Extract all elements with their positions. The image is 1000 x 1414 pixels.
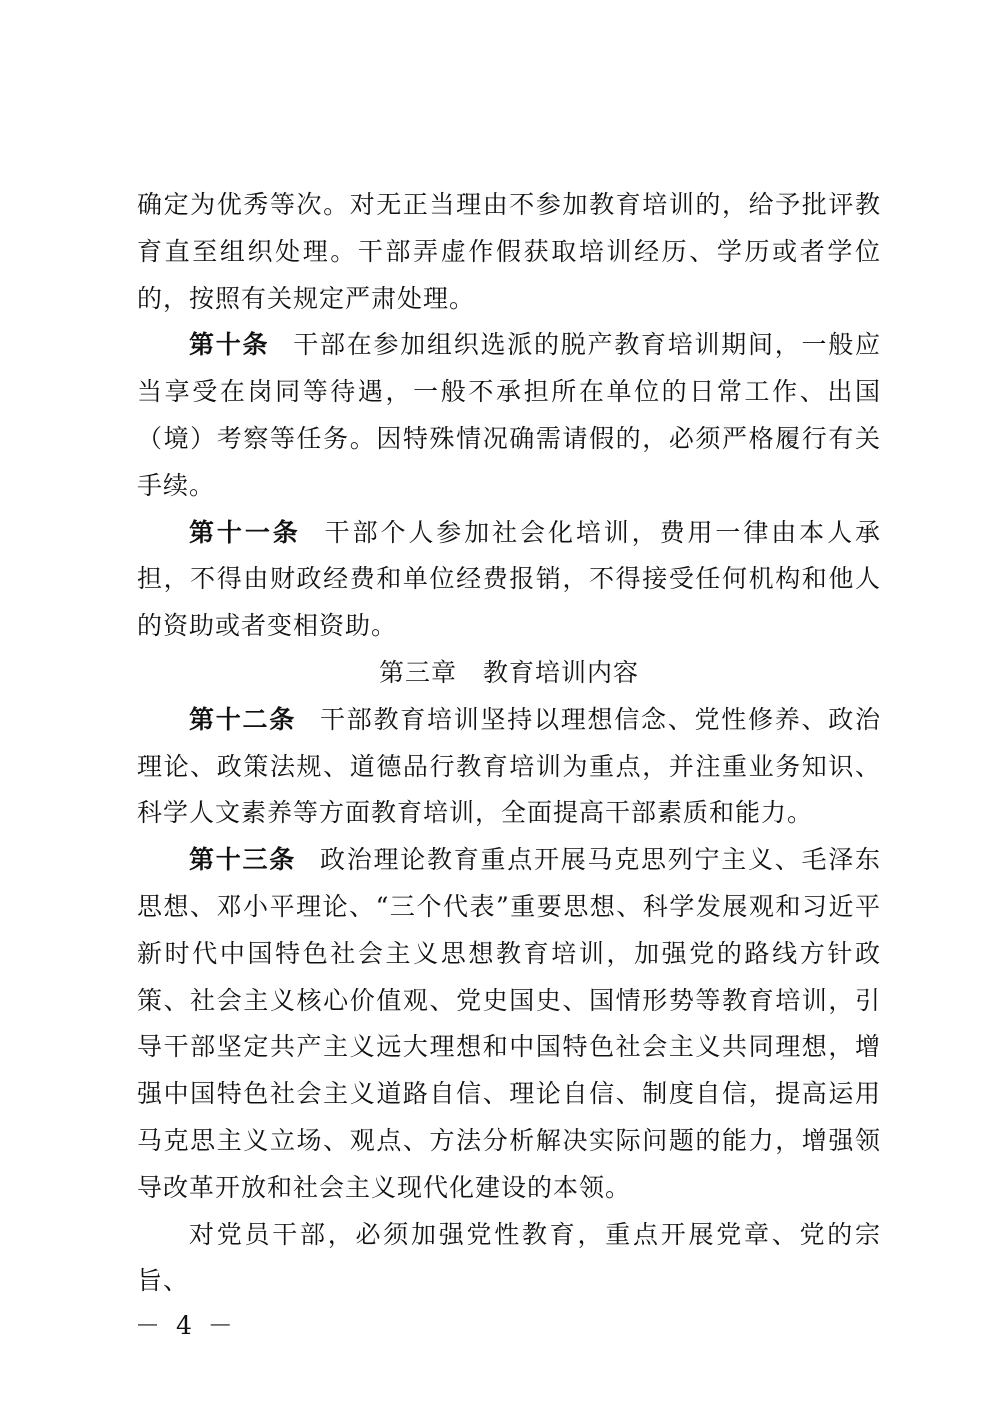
chapter-title: 第三章 教育培训内容 (378, 657, 639, 687)
paragraph-text: 确定为优秀等次。对无正当理由不参加教育培训的，给予批评教育直至组织处理。干部弄虚作假获取培训经历、学历或者学位的，按照有关规定严肃处理。 (137, 190, 881, 313)
paragraph-party-members (137, 1212, 881, 1306)
article-13 (137, 837, 881, 1211)
paragraph-text: 对党员干部，必须加强党性教育，重点开展党章、党的宗旨、 (137, 1219, 881, 1296)
article-label: 第十二条 (189, 704, 296, 734)
paragraph-text: 政治理论教育重点开展马克思列宁主义、毛泽东思想、邓小平理论、“三个代表”重要思想、科学发展观和习近平新时代中国特色社会主义思想教育培训，加强党的路线方针政策、社会主义核心价值观、党史国史、国情形势等教育培训，引导干部坚定共产主义远大理想和中国特色社会主义共同理想，增强中国特色社会主义道路自信、理论自信、制度自信，提高运用马克思主义立场、观点、方法分析解决实际问题的能力，增强领导改革开放和社会主义现代化建设的本领。 (137, 845, 881, 1202)
paragraph-continuation (137, 182, 881, 322)
article-11 (137, 510, 881, 650)
paragraph-text: 干部在参加组织选派的脱产教育培训期间，一般应当享受在岗同等待遇，一般不承担所在单位的日常工作、出国（境）考察等任务。因特殊情况确需请假的，必须严格履行有关手续。 (137, 330, 881, 500)
article-label: 第十一条 (189, 517, 301, 547)
paragraph-text: 干部教育培训坚持以理想信念、党性修养、政治理论、政策法规、道德品行教育培训为重点，并注重业务知识、科学人文素养等方面教育培训，全面提高干部素质和能力。 (137, 704, 881, 828)
article-label: 第十条 (189, 330, 270, 360)
article-10 (137, 322, 881, 509)
article-12 (137, 697, 881, 837)
body-text (137, 182, 881, 1305)
paragraph-text: 干部个人参加社会化培训，费用一律由本人承担，不得由财政经费和单位经费报销，不得接受任何机构和他人的资助或者变相资助。 (137, 517, 881, 641)
article-label: 第十三条 (189, 845, 296, 875)
page-number: － 4 － (135, 1311, 237, 1340)
